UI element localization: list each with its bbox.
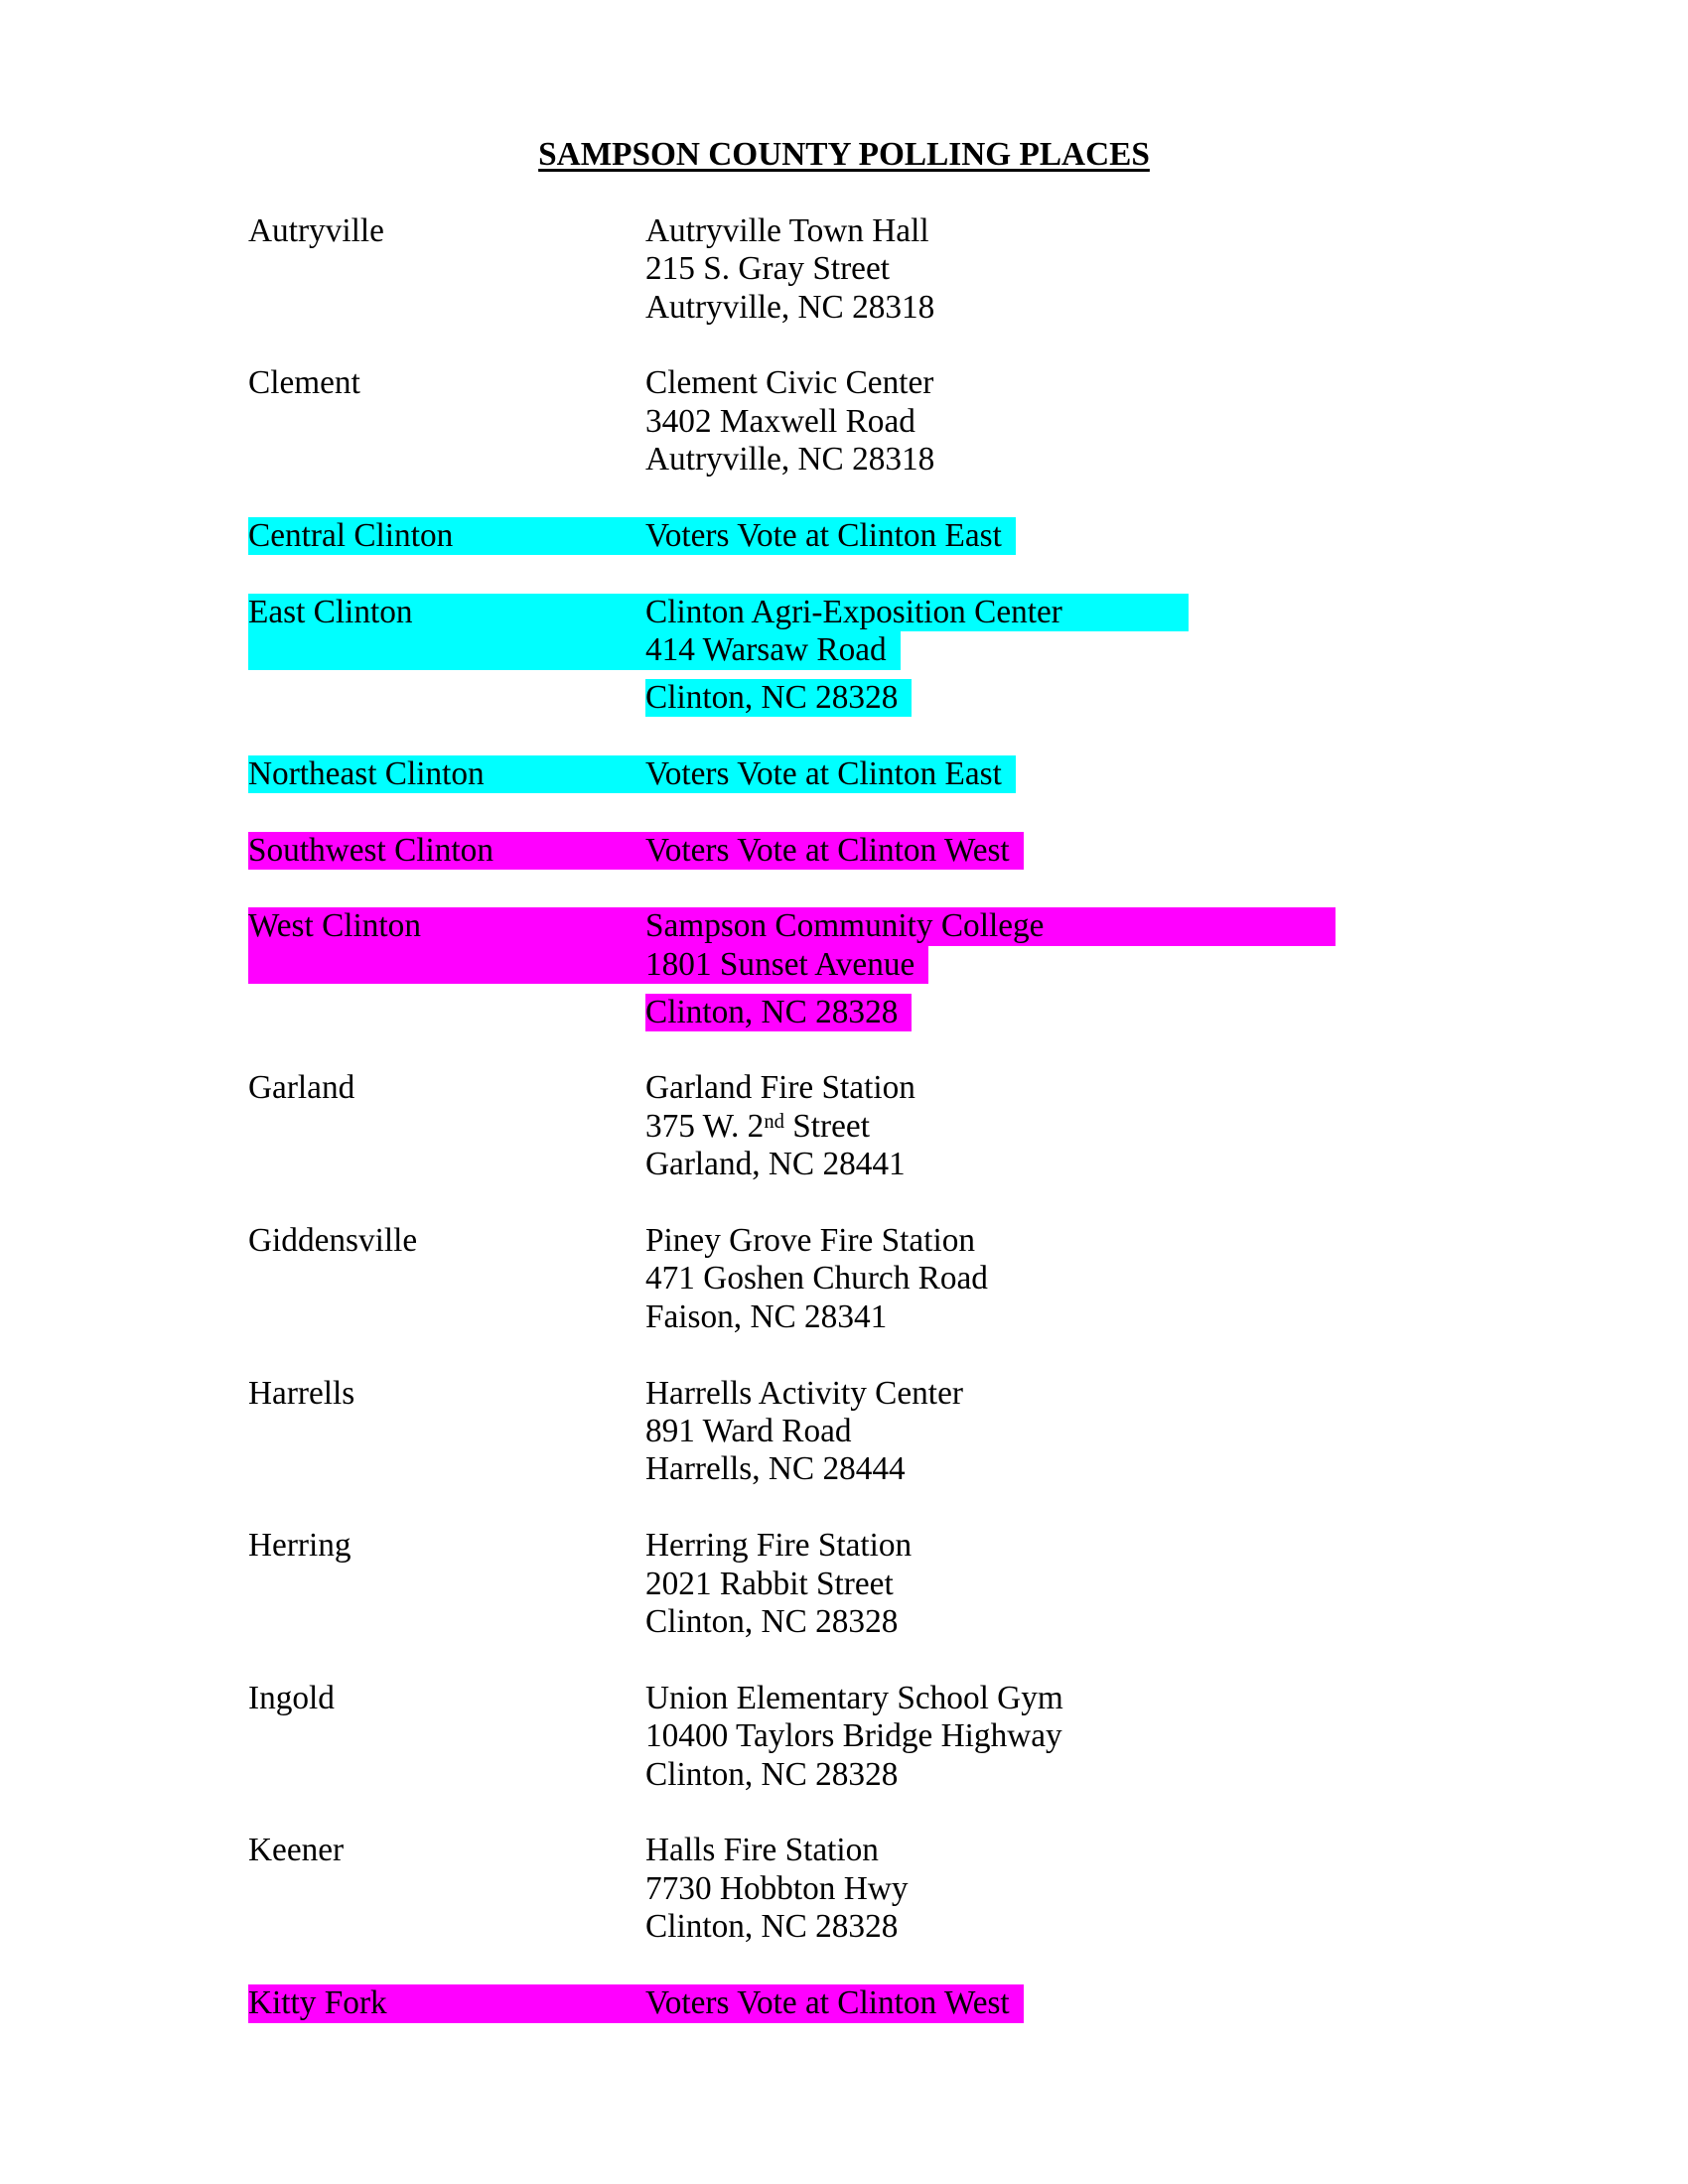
entry-row	[248, 250, 1688, 288]
precinct-name: Kitty Fork	[248, 1984, 387, 2022]
highlight-band	[248, 832, 1024, 870]
precinct-spacer	[248, 1756, 645, 1794]
entry-row	[248, 1108, 1688, 1146]
entry-giddensville	[248, 1222, 1688, 1336]
location-line: Sampson Community College	[645, 907, 1045, 945]
entry-central-clinton	[248, 517, 1688, 555]
precinct-spacer	[248, 1566, 645, 1603]
entry-kitty-fork	[248, 1984, 1688, 2022]
entry-row	[248, 1222, 1688, 1260]
entry-harrells	[248, 1375, 1688, 1489]
entry-row	[248, 1413, 1688, 1450]
precinct-spacer	[248, 1108, 645, 1146]
precinct-spacer	[248, 403, 645, 441]
precinct-name: West Clinton	[248, 907, 421, 945]
location-line: 1801 Sunset Avenue	[645, 945, 915, 983]
highlight-band	[248, 1984, 1024, 2022]
page-title: SAMPSON COUNTY POLLING PLACES	[538, 136, 1150, 173]
precinct-spacer	[248, 1717, 645, 1755]
location-line: Harrells Activity Center	[645, 1374, 963, 1412]
precinct-spacer	[248, 679, 645, 717]
entry-row	[248, 1680, 1688, 1717]
location-line: Clinton Agri-Exposition Center	[645, 593, 1062, 630]
entry-row	[248, 1566, 1688, 1603]
entry-row	[248, 1717, 1688, 1755]
entry-row	[248, 1260, 1688, 1297]
entry-row	[248, 1603, 1688, 1641]
entry-row	[248, 631, 1688, 679]
precinct-spacer	[248, 1450, 645, 1488]
address-text: 375 W. 2	[645, 1107, 765, 1145]
entry-row	[248, 946, 1688, 994]
precinct-spacer	[248, 994, 645, 1031]
entry-row	[248, 1756, 1688, 1794]
location-line: 414 Warsaw Road	[645, 631, 887, 669]
entry-row	[248, 517, 1688, 555]
entry-row	[248, 1146, 1688, 1183]
entry-garland	[248, 1069, 1688, 1183]
precinct-name: Herring	[248, 1527, 352, 1565]
entry-southwest-clinton	[248, 832, 1688, 870]
precinct-name: Giddensville	[248, 1222, 418, 1260]
ordinal-suffix: nd	[764, 1111, 784, 1134]
precinct-name: Clement	[248, 364, 360, 402]
location-line: 471 Goshen Church Road	[645, 1260, 988, 1297]
highlight-band	[248, 594, 1189, 631]
location-line: Autryville, NC 28318	[645, 288, 935, 326]
location-line: Autryville Town Hall	[645, 211, 929, 249]
location-line: 891 Ward Road	[645, 1413, 852, 1450]
precinct-name: Central Clinton	[248, 517, 454, 555]
location-line: Clement Civic Center	[645, 364, 934, 402]
precinct-spacer	[248, 1908, 645, 1946]
location-line: 10400 Taylors Bridge Highway	[645, 1717, 1062, 1755]
document-content	[0, 136, 1688, 2061]
entry-row	[248, 1527, 1688, 1565]
entry-ingold	[248, 1680, 1688, 1794]
precinct-name: Autryville	[248, 211, 384, 249]
precinct-name: East Clinton	[248, 593, 413, 630]
entry-row	[248, 1298, 1688, 1336]
entry-row	[248, 1375, 1688, 1413]
location-line: 3402 Maxwell Road	[645, 402, 915, 440]
location-line: 215 S. Gray Street	[645, 250, 890, 288]
entry-row	[248, 1832, 1688, 1869]
entry-row	[248, 832, 1688, 870]
precinct-spacer	[248, 441, 645, 478]
location-line: Voters Vote at Clinton West	[645, 1984, 1010, 2022]
highlight-band	[248, 755, 1016, 793]
location-line: Clinton, NC 28328	[645, 679, 912, 717]
precinct-spacer	[248, 631, 645, 669]
entry-row	[248, 907, 1688, 945]
location-line: Voters Vote at Clinton East	[645, 754, 1002, 792]
location-line: 2021 Rabbit Street	[645, 1565, 894, 1602]
entry-east-clinton	[248, 594, 1688, 718]
entry-clement	[248, 364, 1688, 478]
location-line: Autryville, NC 28318	[645, 441, 935, 478]
precinct-spacer	[248, 1146, 645, 1183]
entry-autryville	[248, 212, 1688, 327]
entry-row	[248, 364, 1688, 402]
precinct-name: Ingold	[248, 1679, 335, 1716]
location-line: Voters Vote at Clinton East	[645, 517, 1002, 555]
entry-row	[248, 594, 1688, 631]
precinct-spacer	[248, 1298, 645, 1336]
precinct-name: Southwest Clinton	[248, 831, 493, 869]
entry-keener	[248, 1832, 1688, 1946]
highlight-band	[248, 517, 1016, 555]
entry-west-clinton	[248, 907, 1688, 1031]
location-line: Faison, NC 28341	[645, 1297, 888, 1335]
address-text: Street	[783, 1107, 870, 1145]
entry-row	[248, 1908, 1688, 1946]
entry-row	[248, 755, 1688, 793]
location-line: Union Elementary School Gym	[645, 1679, 1063, 1716]
highlight-band	[248, 946, 928, 984]
entry-row	[248, 403, 1688, 441]
entry-row	[248, 1069, 1688, 1107]
precinct-spacer	[248, 1603, 645, 1641]
entry-northeast-clinton	[248, 755, 1688, 793]
location-line: Halls Fire Station	[645, 1832, 879, 1869]
precinct-spacer	[248, 1260, 645, 1297]
entry-row	[248, 994, 1688, 1031]
entry-row	[248, 289, 1688, 327]
location-line: Voters Vote at Clinton West	[645, 831, 1010, 869]
location-line: Clinton, NC 28328	[645, 1755, 899, 1793]
entry-row	[248, 1870, 1688, 1908]
highlight-band	[248, 907, 1336, 945]
location-line: Clinton, NC 28328	[645, 1908, 899, 1946]
location-line: Piney Grove Fire Station	[645, 1222, 976, 1260]
precinct-name: Northeast Clinton	[248, 754, 485, 792]
precinct-name: Garland	[248, 1069, 355, 1107]
location-line: Garland Fire Station	[645, 1069, 915, 1107]
precinct-spacer	[248, 946, 645, 984]
highlight-band	[248, 631, 901, 669]
precinct-spacer	[248, 250, 645, 288]
location-line: Herring Fire Station	[645, 1527, 913, 1565]
location-line: Harrells, NC 28444	[645, 1450, 906, 1488]
entry-row	[248, 1450, 1688, 1488]
precinct-name: Harrells	[248, 1374, 355, 1412]
location-line: Clinton, NC 28328	[645, 1603, 899, 1641]
entry-row	[248, 441, 1688, 478]
entry-row	[248, 679, 1688, 717]
precinct-spacer	[248, 289, 645, 327]
precinct-name: Keener	[248, 1832, 345, 1869]
precinct-spacer	[248, 1413, 645, 1450]
entry-row	[248, 1984, 1688, 2022]
location-line	[645, 1108, 870, 1146]
location-line: 7730 Hobbton Hwy	[645, 1869, 909, 1907]
location-line: Clinton, NC 28328	[645, 994, 912, 1031]
entry-herring	[248, 1527, 1688, 1641]
precinct-spacer	[248, 1870, 645, 1908]
entry-row	[248, 212, 1688, 250]
location-line: Garland, NC 28441	[645, 1146, 906, 1183]
